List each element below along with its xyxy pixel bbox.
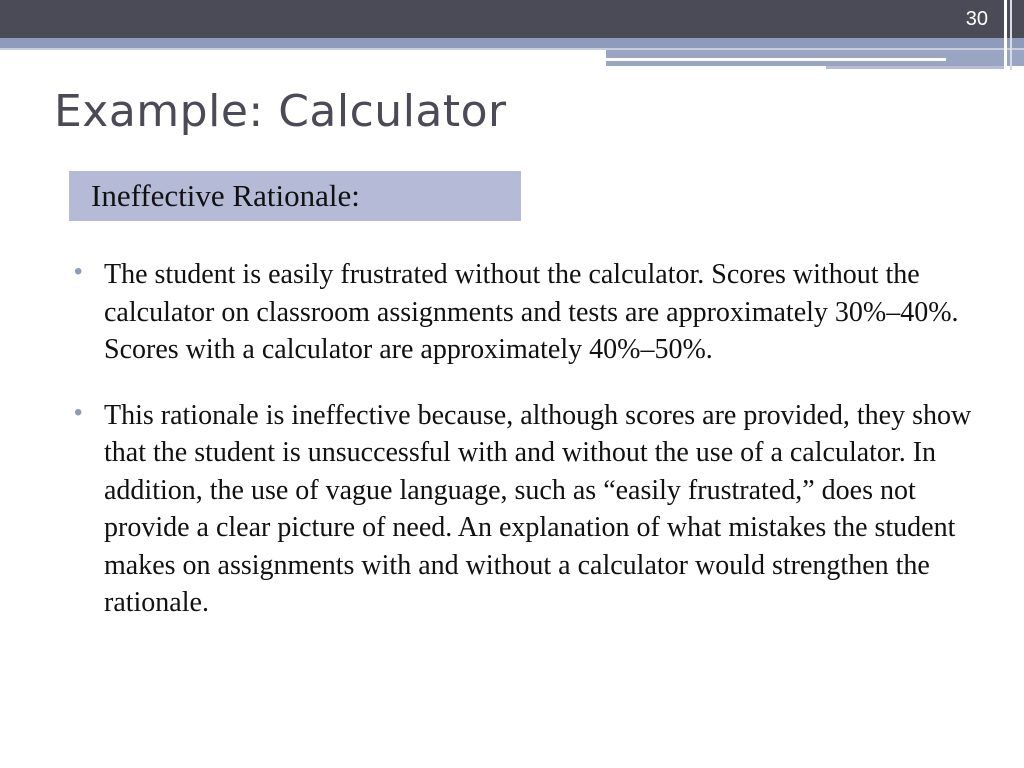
bullet-text: This rationale is ineffective because, although scores are provided, they show that the student is unsuccessful with and without the use of a calculator. In addition, the use of vague language, such as “easily frustrated,” does not provide a clear picture of need. An explanation of what mistakes the student makes on assignments with and without a calculator would strengthen the rationale. xyxy=(104,399,972,618)
header-stripe xyxy=(0,38,1024,48)
slide-number: 30 xyxy=(965,8,988,30)
decorative-line xyxy=(826,66,1004,69)
decorative-line xyxy=(606,58,946,61)
subtitle-text: Ineffective Rationale: xyxy=(91,178,360,213)
subtitle-box xyxy=(69,171,521,221)
bullet-icon: • xyxy=(74,258,83,285)
decorative-vertical-line xyxy=(1004,0,1007,70)
decorative-vertical-line xyxy=(1010,0,1012,70)
bullet-item xyxy=(74,256,974,369)
header-bar xyxy=(0,0,1024,38)
slide-title: Example: Calculator xyxy=(54,86,507,137)
bullet-item xyxy=(74,397,974,622)
bullet-text: The student is easily frustrated without the calculator. Scores without the calculator on classroom assignments and tests are approximately 30%–40%. Scores with a calculator are approximately 40%–50%. xyxy=(104,259,959,365)
bullet-list xyxy=(74,256,974,650)
bullet-icon: • xyxy=(74,398,83,426)
